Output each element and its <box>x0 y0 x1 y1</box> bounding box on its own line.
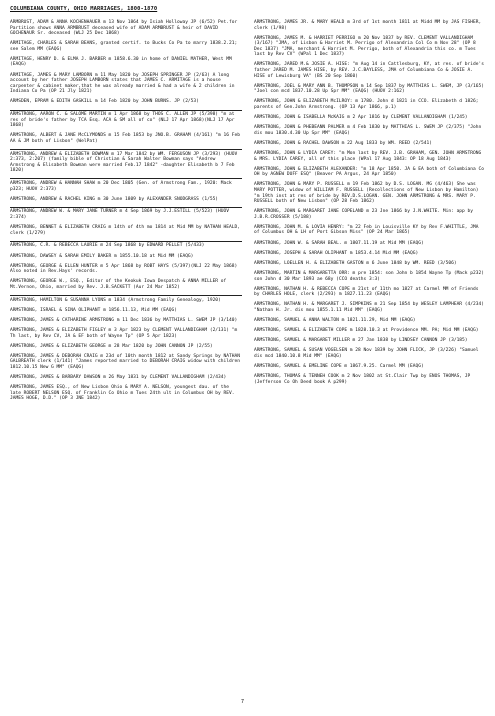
marriage-entry: ARMSTRONG, JAMES & ELIZABETH GEORGE m 28 Mar 1820 by JOHN CANNON JP (2/55) <box>10 343 213 349</box>
marriage-entry: ARMSTRONG, JOHN M. & LOVIA HENRY: "m 22 Feb in Louisville KY by Rev F.WHITTLE, JMA of Columbus OH & LH of Port Gibson Miss" (OP 24 Mar 1865) <box>254 224 479 236</box>
marriage-entry: ARMSTRONG, JAMES & BARBARY DAWSON m 26 May 1831 by CLEMENT VALLANDIGHAM (2/434) <box>10 375 227 381</box>
marriage-entry: ARMSTRONG, JOSEPH & SARAH OLIPHANT m 1853.4.14 Mid MM (EAQG) <box>254 250 419 256</box>
marriage-entry: ARMSTRONG, SAMUEL & EMELINE COPE m 1867.9.25. Carmel MM (EAQG) <box>254 364 424 370</box>
marriage-entry: ARMSTRONG, JAMES M. & HARRIET PERRIGO m 20 Nov 1837 by REV. CLEMENT VALLANDIGHAM (3/167) "JMA, of Lisbon & Harriet M. Perrigo of Alexandria Col Co m Nov 28" (OP 8 Dec 1837) "JMA, merchant & Harriet M. Perrigo, both of Alexandria this co. m Tues last by Rev CV" (WPal 1 Dec 1837) <box>254 35 476 58</box>
marriage-entry: ARMSTRONG, JAMES & ELIZABETH FIGLEY m 3 Apr 1823 by CLEMENT VALLANDIGHAM (2/131) "m Th last, by Rev CV, JA & EF both of Wayne Tp" (OP 5 Apr 1823) <box>10 328 238 339</box>
marriage-entry: ARMITAGE, HENRY D. & ELMA J. BARBER m 1858.6.30 in home of DANIEL MATHER, West MM (EAQG) <box>10 56 232 68</box>
marriage-entry: ARMSTRONG, NATHAN H. & REBECCA COPE m 21st of 11th mo 1827 at Carmel MM of Friends by CHARLES HOLE, clerk (2/293) m 1827.11.23 (EAQG) <box>254 286 479 298</box>
marriage-entry: ARMSTRONG, JOHN & ELIZABETH ALEXANDER: "m 18 Apr 1850. JA & EA both of Columbiana Co OH by AGNEW DUFF ESQ" (Beaver PA Argus, 24 Apr 1850) <box>254 166 484 178</box>
marriage-entry: ARMSTRONG, ANDREW & ELIZABETH BOWMAN m 17 Mar 1842 by WM. FERGUSON JP (3/293) (HUOV 2:373, 2:207) (family bible of Christian & Sarah Walter Bowman says "Andrew Armstrong & Elisabeth Bowman were married Feb.17 1842" -daughter Elisabeth b 7 Feb 1820) <box>10 151 238 174</box>
marriage-entry: ARMSTRONG, JARED M.& JOSIE A. HISE: "m Aug 14 in Cattlesburg, KY, at res. of bride's father JARED M. JAMES HISE, by REV. J.C.BAYLESS, JMA of Columbiana Co & JOSIE A. HISE of Lewisburg VA" (BS 20 Sep 1860) <box>254 62 484 79</box>
marriage-entry: ARMSTRONG, MARTIN & MARGARETTA ORR: m pre 1854: son John b 1854 Wayne Tp (Mack p232) son John d 30 Mar 1893 ae 68y (CCO deaths 3:3) <box>254 271 484 282</box>
marriage-entry: ARMSTRONG, JOHN & ELIZABETH McILROY: m 1780. John d 1821 in CCO. Elizabeth d 1826; parents of Gen.John Armstrong. (OP 13 Apr 1866, p.1) <box>254 99 479 110</box>
marriage-entry: ARMSTRONG, ALBERT & JANE McCLYMONDS m 15 Feb 1853 by JNO.B. GRAHAM (4/161) "m 16 Feb AA & JM both of Lisbon" (WelPat) <box>10 133 240 144</box>
marriage-entry: ARMSTRONG, SAMUEL & SUSAN VOGELSEN m 28 Nov 1839 by JOHN FLICK, JP (3/226) "Samuel dis mcd 1840.10.8 Mid MM" (EAQG) <box>254 348 479 360</box>
entry-underline <box>10 295 242 296</box>
marriage-entry: ARMSTRONG, SAMUEL & ANNA WALTON m 1821.11.29, Mid MM (EAQG) <box>254 318 416 324</box>
page-header: COLUMBIANA COUNTY, OHIO MARRIAGES, 1800-1870 <box>10 6 158 12</box>
marriage-entry: ARMSTRONG, JAMES & CATHARINE ARMSTRONG m 11 Dec 1836 by MATTHIAS L. SWEM JP (3/140) <box>10 317 238 323</box>
marriage-entry: ARMSTRONG, JOEL & MARY ANN B. THOMPSON m 14 Sep 1837 by MATTHIAS L. SWEM, JP (3/165) "Joel con mcd 1837.10.28 Up Spr MM" (EAQG) (HUOV 2:162) <box>254 83 484 95</box>
marriage-entry: ARMSTRONG, AARON C. & SALOME MARTIN m 1 Apr 1868 by THOS C. ALLEN JP (5/398) "m at res of bride's father by TCA Esq. ACA & SM all of co" (NLJ 17 Apr 1868)(NLJ 17 Apr 1868) <box>10 112 235 129</box>
right-column <box>254 20 486 390</box>
marriage-entry: ARMITAGE, CHARLES & SARAH BEANS, granted certif. to Bucks Co Pa to marry 1838.2.21; see Salem MM (EAQG) <box>10 41 238 52</box>
marriage-entry: ARMSTRONG, BENNET & ELIZABETH CRAIG m 14th of 4th mo 1814 at Mid MM by NATHAN HEALD, clerk (1/279) <box>10 225 240 236</box>
marriage-entry: ARMSTRONG, ISRAEL & SINA OLIPHANT m 1856.11.13, Mid MM (EAQG) <box>10 307 177 313</box>
marriage-entry: ARMSTRONG, JAMES ESQ., of New Lisbon Ohio & MARY A. NELSON, youngest dau. of the late ROBERT NELSON ESQ. of Franklin Co Ohio m Tues 24th ult in Columbus OH by REV. JAMES HOGE, D.D." (OP 3 JNE 1842) <box>10 385 235 402</box>
marriage-entry: ARMSTRONG, DAWSEY & SARAH EMILY BAKER m 1855.10.18 at Mid MM (EAQG) <box>10 253 194 259</box>
marriage-entry: ARMSTRONG, LOELLEN H. & ELIZABETH GASTON m 6 June 1848 by WM. REED (3/506) <box>254 260 457 266</box>
marriage-entry: ARMSTRONG, SAMUEL & MARGARET MILLER m 27 Jan 1838 by LINDSEY CANNON JP (3/185) <box>254 338 468 344</box>
marriage-entry: ARMSTRONG, JOHN & LYDIA CAREY: "m Mon last by REV. J.B. GRAHAM, GEN. JOHN ARMSTRONG & MRS. LYDIA CAREY, all of this place (WPal 17 Aug 1843: OP 18 Aug 1843) <box>254 151 482 162</box>
marriage-entry: ARMSTRONG, JOHN & MARY P. RUSSELL m 19 Feb 1862 by D.S. LOGAN. MG (4/463) She was MARY POTTER, widow of WILLIAM F. RUSSELL (Recollections of New Lisbon by Hamilton) "m 19th inst at res of bride by REV.D.S.LOGAN. GEN. JOHN ARMSTRONG & MRS. MARY P. RUSSELL both of New Lisbon" (OP 28 Feb 1862) <box>254 182 479 205</box>
marriage-entry: ARMSTRONG, JAMES & DEBORAH CRAIG m 23d of 10th month 1812 at Sandy Springs by NATHAN GALBREATH clerk (1/141) "James reported married to DEBORAH CRAIG widow with children 1812.10.15 New G MM" (EAQG) <box>10 353 240 370</box>
marriage-entry: ARMSTRONG, ANDREW W. & MARY JANE TURNER m 4 Sep 1869 by J.J.ESTILL (5/523) (HUOV 2:374) <box>10 209 229 220</box>
marriage-entry: ARMSTRONG, SAMUEL & ELIZABETH COPE m 1828.10.3 at Providence MM. PA; Mid MM (EAQG) <box>254 328 479 334</box>
marriage-entry: ARMITAGE, JAMES & MARY LAMBORN m 11 May 1820 by JOSEPH SPRINGER JP (2/63) A long account by her father JOSEPH LAMBORN states that JAMES C. ARMITAGE is a house carpenter & cabinet maker,that he was already married & had a wife & 2 children in Indiana Co Pa (OP 21 Jly 1821) <box>10 72 235 95</box>
left-column <box>10 20 242 407</box>
marriage-entry: ARMBRUST, ADAM & ANNA KOCHENHAUER m 13 Nov 1864 by Isiah Holloway JP (6/52) Pet.for Partition shows ANNA ARMBRUST deceased wife of ADAM ARMBRUST & heir of DAVID GOCHENAUR Sr. deceased (WLJ 25 Dec 1868) <box>10 20 238 37</box>
marriage-entry: ARMSTRONG, C.R. & REBECCA LAURIE m 24 Sep 1868 by EDWARD PELLET (5/433) <box>10 243 205 249</box>
marriage-entry: ARMSTRONG, JOHN W. & SARAH BEAL. m 1807.11.19 at Mid MM (EAQG) <box>254 240 424 246</box>
marriage-entry: ARMSTRONG, ANDREW & HANNAH SHAW m 20 Dec 1805 (Gen. of Armstrong Fam., 1920: Mack p323; HUOV 2:373) <box>10 181 232 192</box>
marriage-entry: ARMSTRONG, JAMES JR. & MARY HEALD m 3rd of 1st month 1811 at Midd MM by JAS FISHER, clerk (1/98) <box>254 20 482 31</box>
entry-underline <box>10 178 242 179</box>
marriage-entry: ARMSTRONG, GEORGE W., ESQ., Editor of the Keokuk Iowa Despatch & ANNA MILLER of Mt.Vernon, Ohio, married by Rev. J.B.SACKETT (Aur 24 Mar 1852) <box>10 279 227 290</box>
marriage-entry: ARMSTRONG, JOHN & MARGARET JANE COPELAND m 23 Jne 1866 by J.N.WHITE. Min: app by J.B.R.CROSSER (5/188) <box>254 209 473 220</box>
entry-underline <box>10 207 242 208</box>
marriage-entry: ARMSTRONG, ANDREW & RACHEL KING m 30 June 1809 by ALEXANDER SNODGRASS (1/55) <box>10 196 219 202</box>
marriage-entry: ARMSTRONG, HAMILTON & SUSANNA LYONS m 1834 (Armstrong Family Genealogy, 1920) <box>10 297 221 303</box>
marriage-entry: ARMSTRONG, JOHN & RACHEL DAWSON m 22 Aug 1833 by WM. REED (2/541) <box>254 140 432 146</box>
page-number: 7 <box>241 699 245 705</box>
marriage-entry: ARMSTRONG, NATHAN H. & MARGARET J. SIMPKINS m 21 Sep 1854 by WESLEY LAMPHEAR (4/234) "Nathan H. Jr. dis mou 1855.1.11 Mid MM" (EAQG) <box>254 302 484 313</box>
marriage-entry: ARMSTRONG, GEORGE & ELLEN HUNTER m 5 Apr 1868 by ROBT HAYS (5/397)(NLJ 22 May 1868) Also noted in Rev.Hays' records. <box>10 263 238 275</box>
entry-underline <box>10 149 242 150</box>
marriage-entry: ARMSTRONG, THOMAS & TENNEH COOK m 2 Nov 1802 at St.Clair Twp by ENOS THOMAS, JP (Jefferson Co Oh Deed book A p299) <box>254 374 471 385</box>
entry-underline <box>10 110 242 111</box>
marriage-entry: ARMSTRONG, JOHN & PHEBEANN PALMER m 4 Feb 1830 by MATTHIAS L. SWEM JP (2/375) "John dis mou 1830.4.30 Up Spr MM" (EAQG) <box>254 125 482 136</box>
entry-underline <box>10 241 242 242</box>
marriage-entry: ARMSDEN, EPRAM & EDITH GASKILL m 14 Feb 1820 by JOHN BURNS. JP (2/53) <box>10 99 199 105</box>
marriage-entry: ARMSTRONG, JOHN & ISABELLA McKAIG m 2 Apr 1816 by CLEMENT VALLANDIGHAM (1/245) <box>254 115 468 121</box>
